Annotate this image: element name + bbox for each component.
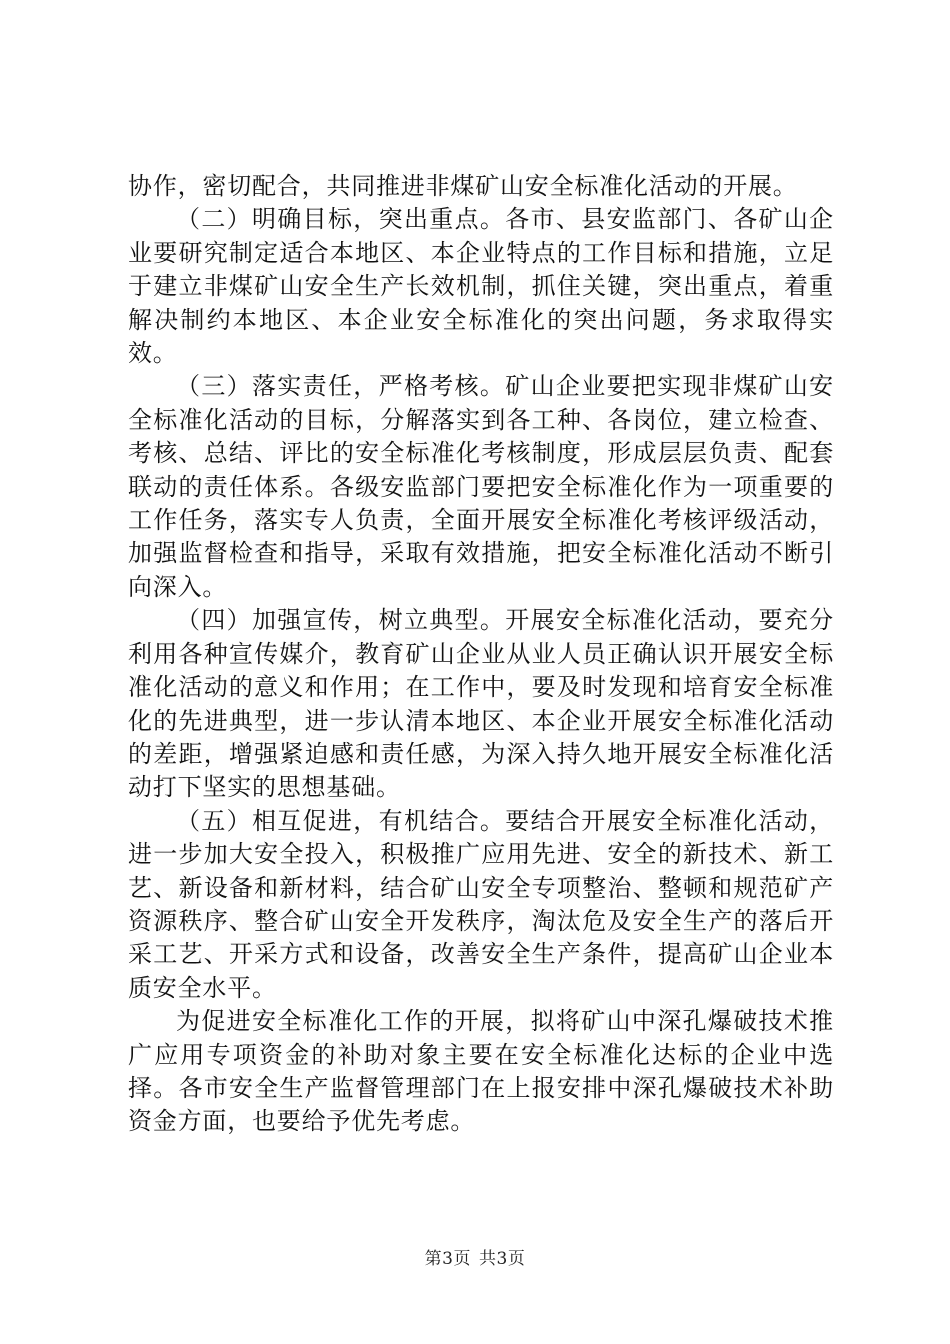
paragraph-section-4: （四）加强宣传，树立典型。开展安全标准化活动，要充分利用各种宣传媒介，教育矿山企业从业人员正确认识开展安全标准化活动的意义和作用；在工作中，要及时发现和培育安全标准化的先进典型，进一步认清本地区、本企业开展安全标准化活动的差距，增强紧迫感和责任感，为深入持久地开展安全标准化活动打下坚实的思想基础。 bbox=[128, 606, 834, 802]
page-total: 共3页 bbox=[479, 1249, 526, 1269]
paragraph-continuation: 协作，密切配合，共同推进非煤矿山安全标准化活动的开展。 bbox=[128, 172, 798, 200]
document-body bbox=[128, 170, 834, 1139]
paragraph-closing: 为促进安全标准化工作的开展，拟将矿山中深孔爆破技术推广应用专项资金的补助对象主要在安全标准化达标的企业中选择。各市安全生产监督管理部门在上报安排中深孔爆破技术补助资金方面，也要给予优先考虑。 bbox=[128, 1007, 834, 1136]
paragraph-section-5: （五）相互促进，有机结合。要结合开展安全标准化活动，进一步加大安全投入，积极推广应用先进、安全的新技术、新工艺、新设备和新材料，结合矿山安全专项整治、整顿和规范矿产资源秩序、整合矿山安全开发秩序，淘汰危及安全生产的落后开采工艺、开采方式和设备，改善安全生产条件，提高矿山企业本质安全水平。 bbox=[128, 806, 834, 1002]
paragraph-section-2: （二）明确目标，突出重点。各市、县安监部门、各矿山企业要研究制定适合本地区、本企业特点的工作目标和措施，立足于建立非煤矿山安全生产长效机制，抓住关键，突出重点，着重解决制约本地区、本企业安全标准化的突出问题，务求取得实效。 bbox=[128, 205, 834, 368]
page-number: 第3页 bbox=[424, 1249, 471, 1269]
page-footer bbox=[0, 1244, 950, 1269]
paragraph-section-3: （三）落实责任，严格考核。矿山企业要把实现非煤矿山安全标准化活动的目标，分解落实到各工种、各岗位，建立检查、考核、总结、评比的安全标准化考核制度，形成层层负责、配套联动的责任体系。各级安监部门要把安全标准化作为一项重要的工作任务，落实专人负责，全面开展安全标准化考核评级活动，加强监督检查和指导，采取有效措施，把安全标准化活动不断引向深入。 bbox=[128, 372, 834, 601]
